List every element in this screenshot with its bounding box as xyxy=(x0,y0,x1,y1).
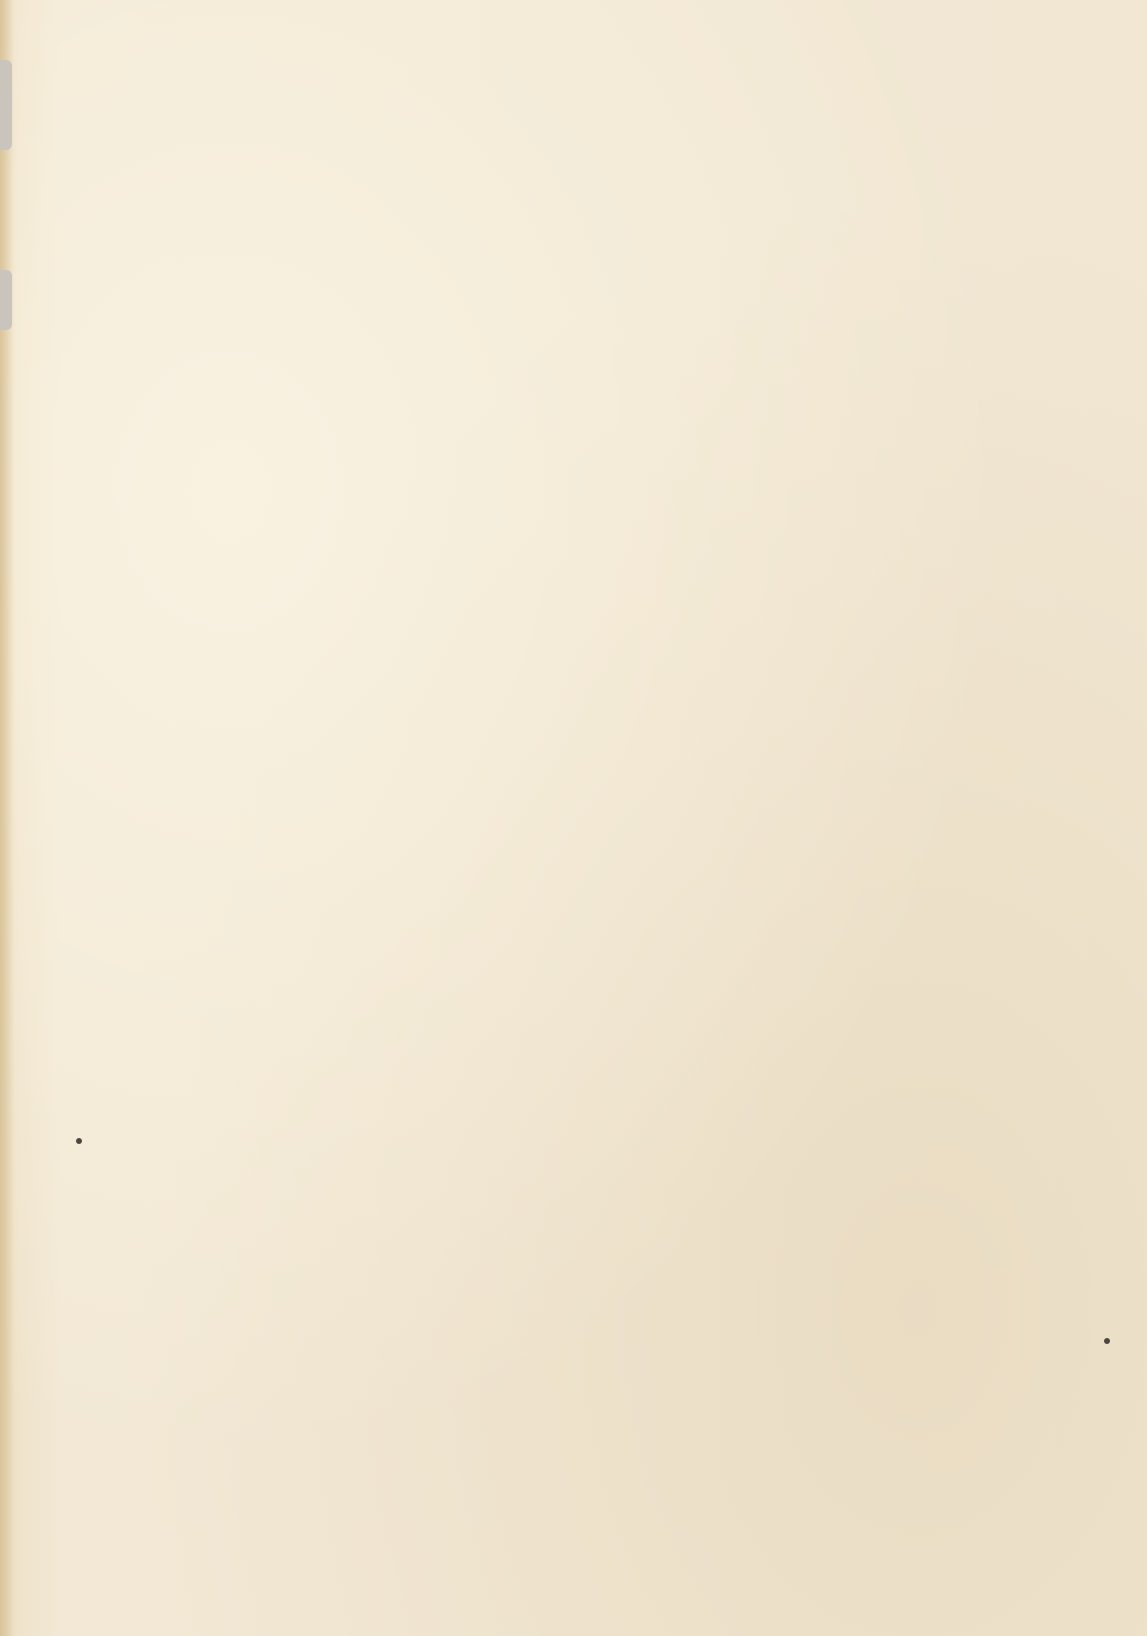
ink-speck xyxy=(76,1138,82,1144)
ink-speck xyxy=(1104,1338,1110,1344)
